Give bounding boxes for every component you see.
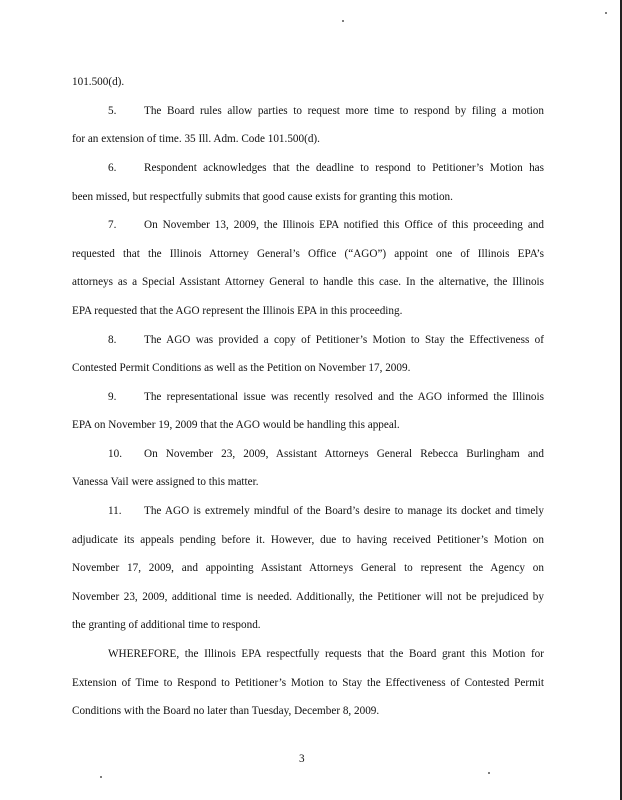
scan-speck — [100, 776, 102, 778]
paragraph-number: 9. — [108, 391, 117, 403]
paragraph-line: The Board rules allow parties to request more time to respond by filing a motion — [144, 105, 544, 117]
paragraph-line: EPA requested that the AGO represent the Illinois EPA in this proceeding. — [72, 305, 403, 317]
wherefore-line: Extension of Time to Respond to Petitioner’s Motion to Stay the Effectiveness of Contested Permit — [72, 677, 544, 689]
paragraph-line: The representational issue was recently resolved and the AGO informed the Illinois — [144, 391, 544, 403]
paragraph-line: been missed, but respectfully submits that good cause exists for granting this motion. — [72, 191, 453, 203]
paragraph-line: On November 23, 2009, Assistant Attorneys General Rebecca Burlingham and — [144, 448, 544, 460]
paragraph-line: Contested Permit Conditions as well as the Petition on November 17, 2009. — [72, 362, 411, 374]
paragraph-line: attorneys as a Special Assistant Attorney General to handle this case. In the alternative, the Illinois — [72, 276, 544, 288]
paragraph-line: EPA on November 19, 2009 that the AGO would be handling this appeal. — [72, 419, 400, 431]
paragraph-number: 7. — [108, 219, 117, 231]
paragraph-number: 6. — [108, 162, 117, 174]
paragraph-line: The AGO is extremely mindful of the Board’s desire to manage its docket and timely — [144, 505, 544, 517]
paragraph-line: the granting of additional time to respond. — [72, 619, 261, 631]
paragraph-line: requested that the Illinois Attorney General’s Office (“AGO”) appoint one of Illinois EPA’s — [72, 248, 544, 260]
paragraph-line: adjudicate its appeals pending before it. However, due to having received Petitioner’s Motion on — [72, 534, 544, 546]
paragraph-line: Vanessa Vail were assigned to this matter. — [72, 476, 259, 488]
wherefore-line: WHEREFORE, the Illinois EPA respectfully requests that the Board grant this Motion for — [108, 648, 544, 660]
continuation-line: 101.500(d). — [72, 76, 125, 88]
paragraph-number: 8. — [108, 334, 117, 346]
paragraph-number: 11. — [108, 505, 122, 517]
paragraph-number: 5. — [108, 105, 117, 117]
scan-speck — [605, 12, 607, 14]
wherefore-line: Conditions with the Board no later than Tuesday, December 8, 2009. — [72, 705, 380, 717]
paragraph-line: November 23, 2009, additional time is needed. Additionally, the Petitioner will not be prejudiced by — [72, 591, 544, 603]
paragraph-line: for an extension of time. 35 Ill. Adm. Code 101.500(d). — [72, 133, 320, 145]
paragraph-number: 10. — [108, 448, 122, 460]
paragraph-line: Respondent acknowledges that the deadline to respond to Petitioner’s Motion has — [144, 162, 544, 174]
scan-speck — [342, 20, 344, 22]
paragraph-line: The AGO was provided a copy of Petitioner’s Motion to Stay the Effectiveness of — [144, 334, 544, 346]
paragraph-line: November 17, 2009, and appointing Assistant Attorneys General to represent the Agency on — [72, 562, 544, 574]
scan-speck — [488, 772, 490, 774]
page-number: 3 — [299, 753, 305, 765]
paragraph-line: On November 13, 2009, the Illinois EPA notified this Office of this proceeding and — [144, 219, 544, 231]
